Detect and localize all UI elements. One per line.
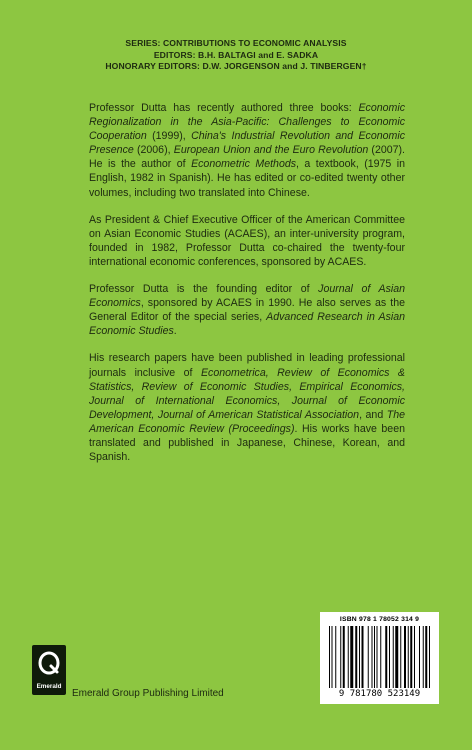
bio-text: , a textbook, (1975 in English, 1982 in Spanish). He has edited or co-edited twenty other volumes, including two translated into Chinese. [89, 158, 406, 199]
barcode-bar [377, 626, 378, 688]
publisher-name: Emerald Group Publishing Limited [72, 688, 224, 699]
barcode-bar [410, 626, 412, 688]
series-header [0, 38, 472, 73]
bio-paragraph-acaes: As President & Chief Executive Officer of the American Committee on Asian Economic Studies (ACAES), an inter-university program, founded in 1982, Professor Dutta co-chaired the twenty-four international economic conferences, sponsored by ACAES. [89, 213, 405, 268]
barcode-bar [335, 626, 336, 688]
barcode-bar [419, 626, 420, 688]
bio-text: Professor Dutta has recently authored three books: [89, 102, 359, 114]
barcode-bar [340, 626, 341, 688]
bio-text: (1999), [146, 130, 192, 143]
barcode-bar [400, 626, 401, 688]
journal-title: Journal of Asian Economics [89, 283, 406, 310]
book-title: China's Industrial Revolution and Economic Presence [89, 130, 405, 157]
barcode-bar [380, 626, 381, 688]
barcode-bar [385, 626, 387, 688]
bio-text: His research papers have been published in leading professional journals inclusive of [89, 352, 405, 379]
journal-title: The American Economic Review (Proceedings) [89, 408, 406, 435]
series-name: Advanced Research in Asian Economic Studies [89, 311, 406, 338]
barcode-bar [329, 626, 330, 688]
barcode-bar [362, 626, 364, 688]
barcode-bar [348, 626, 349, 688]
bio-text: . [173, 325, 177, 338]
barcode-bar [429, 626, 430, 688]
barcode-bar [423, 626, 424, 688]
barcode-bar [368, 626, 369, 688]
bio-text: (2007). He is the author of [89, 144, 406, 171]
isbn-label: ISBN 978 1 78052 314 9 [339, 616, 420, 623]
series-editors: EDITORS: B.H. BALTAGI and E. SADKA [153, 49, 319, 60]
barcode-bar [372, 626, 373, 688]
barcode-icon [327, 626, 432, 688]
barcode-bar [408, 626, 409, 688]
bio-text: . His works have been translated and published in Japanese, Chinese, Korean, and Spanish. [89, 422, 405, 464]
bio-text: , sponsored by ACAES in 1990. He also serves as the General Editor of the special series, [89, 297, 405, 324]
bio-text: (2006), [133, 144, 174, 157]
bio-text: Professor Dutta is the founding editor of [89, 283, 319, 296]
book-title: Econometric Methods [191, 158, 297, 171]
journal-list: Econometrica, Review of Economics & Statistics, Review of Economic Studies, Empirical Economics, Journal of International Economics, Journal of Economic Development, Journal of American Statistical Association [89, 366, 405, 421]
isbn-barcode [320, 612, 439, 704]
series-title: SERIES: CONTRIBUTIONS TO ECONOMIC ANALYSIS [125, 38, 347, 48]
bio-text: , and [359, 408, 387, 421]
bio-paragraph-research [89, 351, 405, 464]
book-title: Economic Regionalization in the Asia-Pacific: Challenges to Economic Cooperation [89, 102, 405, 143]
series-honorary-editors: HONORARY EDITORS: D.W. JORGENSON and J. TINBERGEN† [105, 61, 367, 71]
bio-paragraph-journal [89, 282, 405, 338]
barcode-bar [389, 626, 390, 688]
barcode-bar [355, 626, 357, 688]
barcode-bar [350, 626, 353, 688]
barcode-bar [393, 626, 394, 688]
bio-paragraph-books [89, 101, 405, 200]
barcode-digits: 9 781780 523149 [338, 689, 421, 699]
logo-label: Emerald [36, 683, 62, 690]
barcode-bar [343, 626, 345, 688]
book-title: European Union and the Euro Revolution [173, 144, 369, 157]
barcode-bar [414, 626, 415, 688]
barcode-bar [395, 626, 398, 688]
barcode-bar [332, 626, 333, 688]
barcode-bar [425, 626, 427, 688]
author-biography [89, 101, 405, 464]
barcode-bar [404, 626, 406, 688]
publisher-logo [32, 645, 66, 695]
barcode-bar [359, 626, 360, 688]
emerald-logo-icon [38, 651, 60, 675]
barcode-bar [374, 626, 375, 688]
